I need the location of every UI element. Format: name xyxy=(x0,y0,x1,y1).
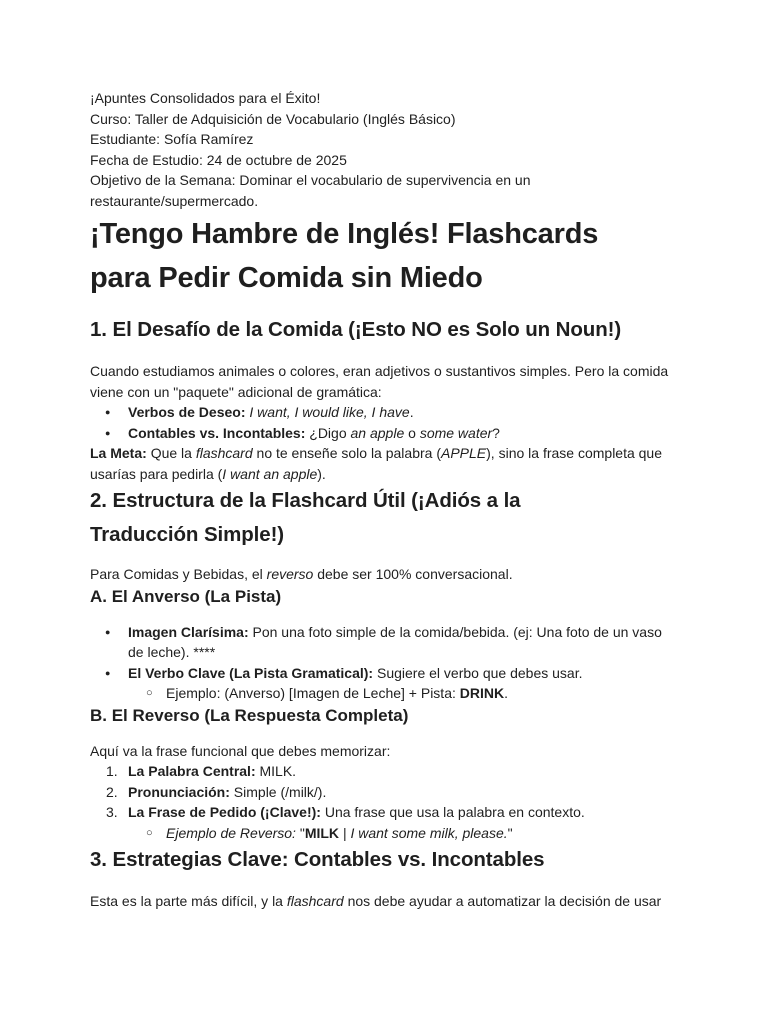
goal-paragraph: La Meta: Que la flashcard no te enseñe solo la palabra (APPLE), sino la frase completa que usarías para pedirla (I want an apple). xyxy=(90,445,663,482)
course-line: Curso: Taller de Adquisición de Vocabulario (Inglés Básico) xyxy=(90,110,456,127)
section-2-heading: 2. Estructura de la Flashcard Útil (¡Adiós a la Traducción Simple!) xyxy=(90,489,521,546)
title-line: para Pedir Comida sin Miedo xyxy=(90,262,483,294)
section-1-heading: 1. El Desafío de la Comida (¡Esto NO es Solo un Noun!) xyxy=(90,318,622,341)
objective-line-cont: restaurante/supermercado. xyxy=(90,192,259,209)
document-body xyxy=(90,88,690,912)
subsection-a-list xyxy=(90,622,690,704)
objective-line: Objetivo de la Semana: Dominar el vocabulario de supervivencia en un xyxy=(90,172,531,188)
list-item: ● Imagen Clarísima: Pon una foto simple de la comida/bebida. (ej: Una foto de un vaso de leche). **** xyxy=(90,622,690,663)
date-line: Fecha de Estudio: 24 de octubre de 2025 xyxy=(90,151,347,168)
section-3-heading: 3. Estrategias Clave: Contables vs. Incontables xyxy=(90,848,545,871)
list-item: 1. La Palabra Central: MILK. xyxy=(106,763,297,779)
section-1-intro: Cuando estudiamos animales o colores, eran adjetivos o sustantivos simples. Pero la comida viene con un "paquete" adicional de gramática: xyxy=(90,363,669,400)
section-3-intro: Esta es la parte más difícil, y la flashcard nos debe ayudar a automatizar la decisión de usar xyxy=(90,893,662,909)
sub-list-item: ○ Ejemplo: (Anverso) [Imagen de Leche] + Pista: DRINK. xyxy=(90,683,690,704)
student-line: Estudiante: Sofía Ramírez xyxy=(90,131,254,147)
list-item: ● Contables vs. Incontables: ¿Digo an apple o some water? xyxy=(90,423,690,444)
sub-list-item: ○ Ejemplo de Reverso: "MILK | I want some milk, please." xyxy=(90,823,690,844)
section-1-list xyxy=(90,402,690,443)
list-item: ● El Verbo Clave (La Pista Gramatical): Sugiere el verbo que debes usar. xyxy=(90,663,690,684)
subsection-b-intro: Aquí va la frase funcional que debes memorizar: xyxy=(90,742,391,759)
section-2-intro: Para Comidas y Bebidas, el reverso debe ser 100% conversacional. xyxy=(90,566,513,582)
page-title xyxy=(90,211,690,300)
title-line: ¡Tengo Hambre de Inglés! Flashcards xyxy=(90,218,599,250)
list-item: 3. La Frase de Pedido (¡Clave!): Una frase que usa la palabra en contexto. xyxy=(106,804,585,820)
list-item: ● Verbos de Deseo: I want, I would like, I have. xyxy=(90,402,690,423)
header-line: ¡Apuntes Consolidados para el Éxito! xyxy=(90,90,321,106)
list-item: 2. Pronunciación: Simple (/milk/). xyxy=(106,783,327,800)
header-block xyxy=(90,88,690,211)
subsection-b-heading: B. El Reverso (La Respuesta Completa) xyxy=(90,705,409,725)
subsection-a-heading: A. El Anverso (La Pista) xyxy=(90,586,282,606)
subsection-b-list xyxy=(90,761,690,843)
